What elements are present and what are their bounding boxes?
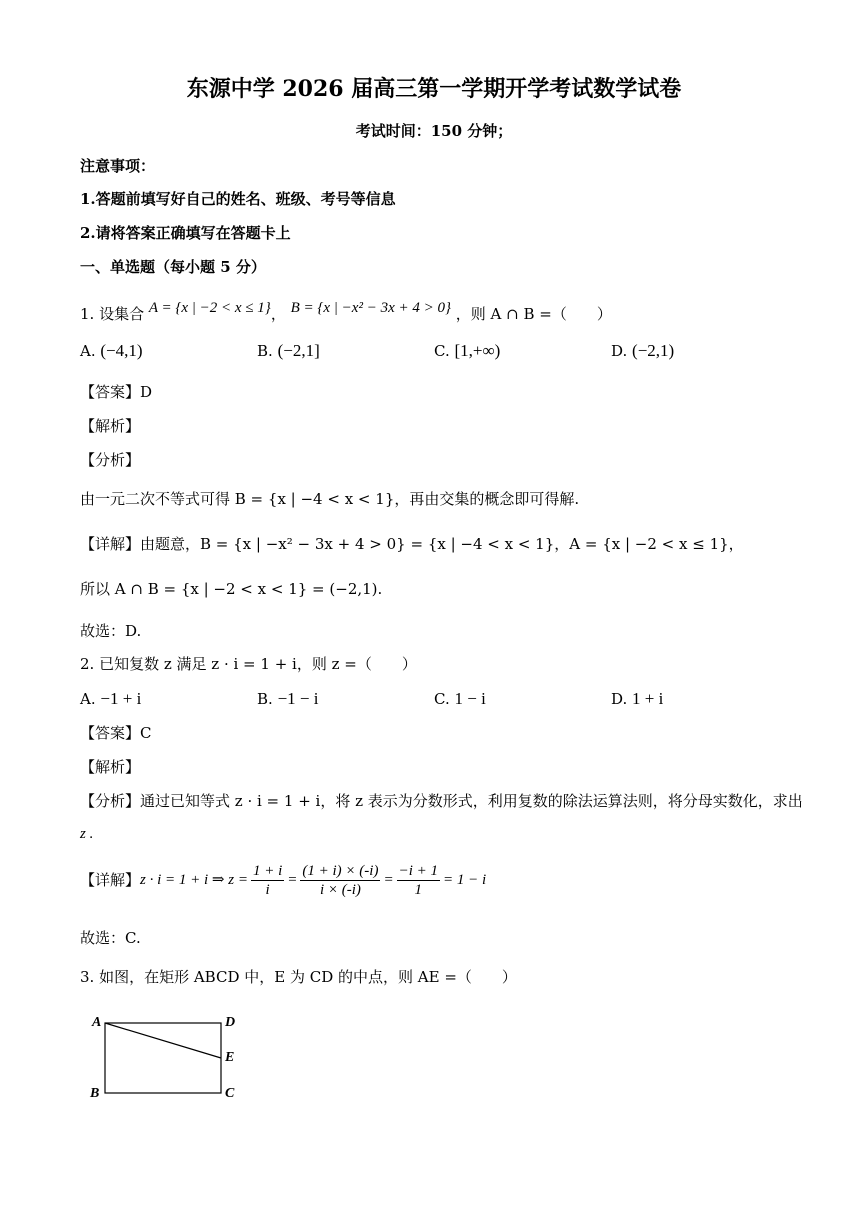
option-c: C. [1,+∞) <box>434 341 501 360</box>
answer-label: 【答案】C <box>80 724 152 742</box>
fraction: $\frac{1 + i}{i}$ <box>252 862 283 898</box>
answer-label: 【答案】D <box>80 383 153 401</box>
explanation-label: 【解析】 <box>80 758 141 776</box>
equation-rhs: = 1 − i <box>443 872 487 888</box>
exam-duration: 考试时间：150 分钟； <box>355 122 513 140</box>
separator: ， <box>270 305 286 323</box>
section-heading: 一、单选题（每小题 5 分） <box>80 258 266 276</box>
analysis-label: 【分析】 <box>80 451 141 469</box>
segment-ae <box>105 1023 221 1058</box>
detail-text: 【详解】由题意，B = {x | −x² − 3x + 4 > 0} = {x | −4 < x < 1}，A = {x | −2 < x ≤ 1}， <box>80 535 744 553</box>
notes-heading: 注意事项： <box>80 157 156 175</box>
explanation-label: 【解析】 <box>80 417 141 435</box>
note-item: 2.请将答案正确填写在答题卡上 <box>80 224 291 242</box>
point-label-e: E <box>225 1050 235 1065</box>
question-1-stem <box>80 300 612 326</box>
rectangle-abcd <box>105 1023 221 1093</box>
option-d: D. 1 + i <box>611 689 664 708</box>
option-a: A. (−4,1) <box>80 341 143 360</box>
detail-text: 所以 A ∩ B = {x | −2 < x < 1} = (−2,1). <box>80 580 383 598</box>
set-b: B = {x | −x² − 3x + 4 > 0} <box>290 300 451 316</box>
vertex-label-b: B <box>90 1086 100 1101</box>
equation-lhs: z · i = 1 + i ⇒ z = <box>140 872 248 888</box>
question-text: ，则 A ∩ B =（ ） <box>455 305 612 323</box>
option-b: B. (−2,1] <box>257 341 320 360</box>
vertex-label-c: C <box>225 1086 235 1101</box>
choice-statement: 故选：C. <box>80 929 141 947</box>
detail-equation: 【详解】 z · i = 1 + i ⇒ z = $\frac{1 + i}{i}$ = $\frac{(1 + i) \times (-i)}{i \times (-i)}$ = $\frac{-i + 1}{1}$ = 1 − i <box>80 860 486 900</box>
option-b: B. −1 − i <box>257 689 319 708</box>
question-2-stem: 2. 已知复数 z 满足 z · i = 1 + i，则 z =（ ） <box>80 655 417 673</box>
choice-statement: 故选：D. <box>80 622 142 640</box>
note-item: 1.答题前填写好自己的姓名、班级、考号等信息 <box>80 190 396 208</box>
option-d: D. (−2,1) <box>611 341 675 360</box>
page-title: 东源中学 2026 届高三第一学期开学考试数学试卷 <box>186 76 682 102</box>
option-a: A. −1 + i <box>80 689 142 708</box>
fraction: $\frac{-i + 1}{1}$ <box>398 862 438 898</box>
set-a: A = {x | −2 < x ≤ 1} <box>148 300 271 316</box>
vertex-label-a: A <box>92 1015 102 1030</box>
analysis-text: 由一元二次不等式可得 B = {x | −4 < x < 1}，再由交集的概念即可得解. <box>80 490 580 508</box>
option-c: C. 1 − i <box>434 689 486 708</box>
rectangle-figure <box>80 1005 260 1105</box>
detail-label: 【详解】 <box>80 871 141 889</box>
analysis-text: z . <box>80 826 94 842</box>
vertex-label-d: D <box>225 1015 236 1030</box>
question-3-stem: 3. 如图，在矩形 ABCD 中，E 为 CD 的中点，则 AE =（ ） <box>80 968 517 986</box>
analysis-text: 【分析】通过已知等式 z · i = 1 + i，将 z 表示为分数形式，利用复数的除法运算法则，将分母实数化，求出 <box>80 792 803 810</box>
question-text: 1. 设集合 <box>80 305 145 323</box>
fraction: $\frac{(1 + i) \times (-i)}{i \times (-i)}$ <box>302 862 379 898</box>
